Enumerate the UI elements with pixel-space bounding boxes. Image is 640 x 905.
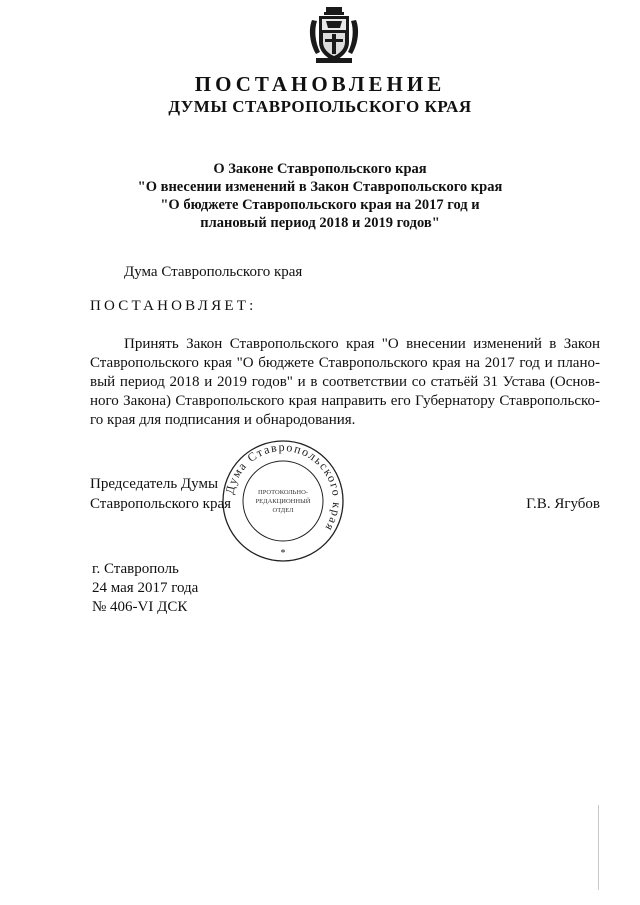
date-of-issue: 24 мая 2017 года	[92, 580, 199, 596]
body-line: го края для подписания и обнародования.	[90, 412, 356, 428]
body-line: Принять Закон Ставропольского края "О внесении изменений в Закон	[124, 336, 600, 352]
signatory-name: Г.В. Ягубов	[526, 496, 600, 512]
body-paragraph	[90, 335, 600, 430]
signatory-position	[90, 474, 231, 514]
svg-text:ПРОТОКОЛЬНО-: ПРОТОКОЛЬНО-	[258, 489, 308, 496]
document-number: № 406-VI ДСК	[92, 599, 188, 615]
scan-edge-line	[598, 805, 599, 890]
signatory-position-line: Ставропольского края	[90, 496, 231, 512]
official-stamp	[220, 438, 346, 564]
place-of-issue: г. Ставрополь	[92, 561, 179, 577]
law-title-line: "О бюджете Ставропольского края на 2017 год и	[160, 197, 480, 213]
svg-text:Думa Ставропольского края: Думa Ставропольского края	[222, 439, 345, 535]
coat-of-arms-icon	[308, 6, 360, 64]
law-title	[120, 160, 520, 232]
svg-text:*: *	[280, 548, 286, 559]
signatory-position-line: Председатель Думы	[90, 476, 219, 492]
law-title-line: плановый период 2018 и 2019 годов"	[200, 215, 440, 231]
document-title: ПОСТАНОВЛЕНИЕ	[194, 72, 446, 96]
body-line: вый период 2018 и 2019 годов" и в соответствии со статьёй 31 Устава (Основ-	[90, 374, 600, 390]
document-subtitle: ДУМЫ СТАВРОПОЛЬСКОГО КРАЯ	[168, 97, 472, 116]
law-title-line: О Законе Ставропольского края	[213, 161, 427, 177]
svg-text:ОТДЕЛ: ОТДЕЛ	[272, 507, 294, 514]
document-footer	[92, 560, 198, 617]
law-title-line: "О внесении изменений в Закон Ставропольского края	[137, 179, 503, 195]
svg-text:РЕДАКЦИОННЫЙ: РЕДАКЦИОННЫЙ	[255, 498, 311, 505]
duma-name: Дума Ставропольского края	[124, 264, 303, 280]
decree-word: ПОСТАНОВЛЯЕТ:	[90, 298, 257, 314]
body-line: ного Закона) Ставропольского края направить его Губернатору Ставропольско-	[90, 393, 600, 409]
body-line: Ставропольского края "О бюджете Ставропольского края на 2017 год и плано-	[90, 355, 600, 371]
